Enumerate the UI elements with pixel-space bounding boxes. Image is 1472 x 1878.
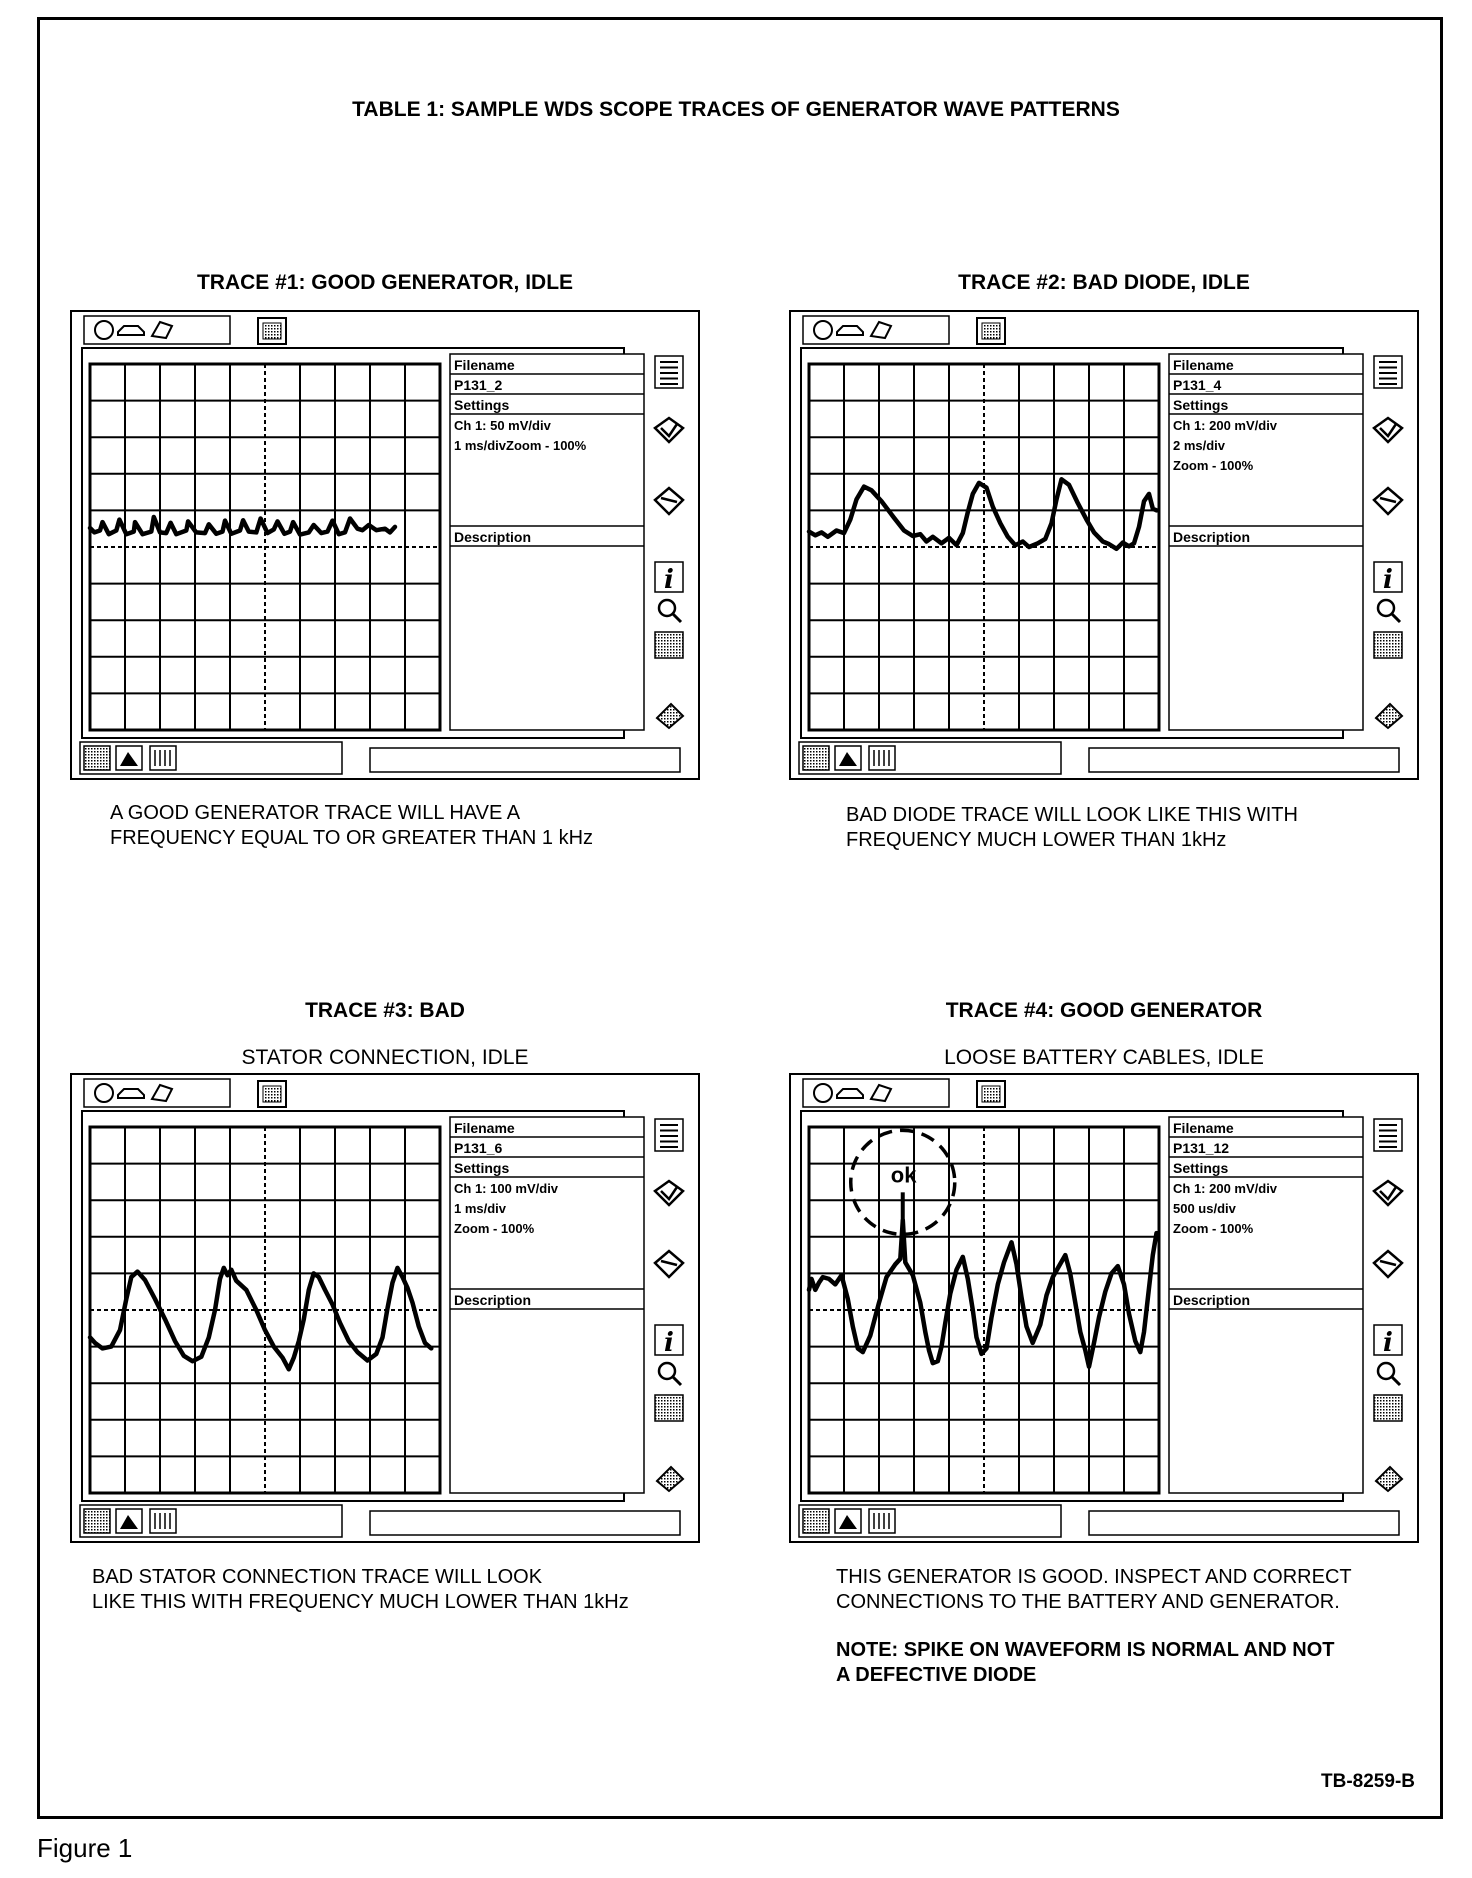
scope-svg: [70, 1073, 700, 1543]
filename-value: P131_2: [454, 377, 503, 393]
tab-meter-icon[interactable]: [869, 1509, 895, 1533]
settings-label: Settings: [454, 397, 510, 413]
description-label: Description: [454, 529, 532, 545]
car-icon[interactable]: [837, 1089, 863, 1098]
vehicle-icon[interactable]: [814, 1084, 832, 1102]
settings-value: 1 ms/div: [454, 1201, 507, 1216]
filename-label: Filename: [454, 1120, 515, 1136]
description-label: Description: [454, 1292, 532, 1308]
graticule: [809, 364, 1159, 730]
vehicle-icon[interactable]: [814, 321, 832, 339]
list-icon[interactable]: [1374, 1119, 1402, 1151]
list-icon[interactable]: [1374, 356, 1402, 388]
car-icon[interactable]: [118, 326, 144, 335]
spike-annotation-label: ok: [890, 1162, 917, 1188]
status-field[interactable]: [1089, 1511, 1399, 1535]
scope-svg: [789, 310, 1419, 780]
settings-value: Ch 1: 100 mV/div: [454, 1181, 559, 1196]
description-label: Description: [1173, 529, 1251, 545]
panel-1-caption: A GOOD GENERATOR TRACE WILL HAVE A FREQUENCY EQUAL TO OR GREATER THAN 1 kHz: [110, 802, 594, 849]
scope-svg: [789, 1073, 1419, 1543]
panel-2-caption: BAD DIODE TRACE WILL LOOK LIKE THIS WITH FREQUENCY MUCH LOWER THAN 1kHz: [846, 804, 1298, 851]
tab-scope-icon[interactable]: [803, 746, 829, 770]
panel-3-subtitle: STATOR CONNECTION, IDLE: [241, 1046, 529, 1069]
scope-mode-glyph: [982, 323, 1000, 339]
tab-scope-icon[interactable]: [84, 1509, 110, 1533]
figure-label: Figure 1: [37, 1833, 133, 1863]
zoom-icon[interactable]: [659, 1363, 675, 1379]
panel-3-title: TRACE #3: BAD: [305, 999, 465, 1022]
tab-scope-icon[interactable]: [803, 1509, 829, 1533]
edit-icon[interactable]: [1374, 1395, 1402, 1421]
panel-3-caption: BAD STATOR CONNECTION TRACE WILL LOOK LIKE THIS WITH FREQUENCY MUCH LOWER THAN 1kHz: [92, 1566, 629, 1613]
info-icon-glyph: i: [664, 565, 674, 595]
settings-label: Settings: [1173, 1160, 1229, 1176]
table-title: TABLE 1: SAMPLE WDS SCOPE TRACES OF GENERATOR WAVE PATTERNS: [352, 98, 1120, 121]
scope-svg: [70, 310, 700, 780]
tab-meter-icon[interactable]: [150, 1509, 176, 1533]
filename-value: P131_4: [1173, 377, 1222, 393]
description-label: Description: [1173, 1292, 1251, 1308]
document-reference: TB-8259-B: [1321, 1771, 1415, 1792]
zoom-icon[interactable]: [1378, 1363, 1394, 1379]
status-field[interactable]: [370, 1511, 680, 1535]
settings-value: Ch 1: 200 mV/div: [1173, 1181, 1278, 1196]
graticule: [90, 364, 440, 730]
panel-1-title: TRACE #1: GOOD GENERATOR, IDLE: [196, 271, 574, 294]
settings-value: Zoom - 100%: [1173, 1221, 1254, 1236]
settings-label: Settings: [1173, 397, 1229, 413]
info-icon-glyph: i: [1383, 1328, 1393, 1358]
car-icon[interactable]: [118, 1089, 144, 1098]
scope-window-trace-4: [789, 1073, 1419, 1543]
settings-value: 1 ms/divZoom - 100%: [454, 438, 587, 453]
scope-window-trace-2: [789, 310, 1419, 780]
scope-mode-glyph: [982, 1086, 1000, 1102]
settings-value: 500 us/div: [1173, 1201, 1236, 1216]
filename-label: Filename: [1173, 1120, 1234, 1136]
scope-window-trace-3: [70, 1073, 700, 1543]
tab-meter-icon[interactable]: [150, 746, 176, 770]
tab-scope-icon[interactable]: [84, 746, 110, 770]
car-icon[interactable]: [837, 326, 863, 335]
list-icon[interactable]: [655, 1119, 683, 1151]
vehicle-icon[interactable]: [95, 321, 113, 339]
status-field[interactable]: [1089, 748, 1399, 772]
list-icon[interactable]: [655, 356, 683, 388]
scope-mode-glyph: [263, 1086, 281, 1102]
zoom-icon[interactable]: [659, 600, 675, 616]
info-panel: [450, 1117, 644, 1493]
zoom-icon[interactable]: [1378, 600, 1394, 616]
info-icon-glyph: i: [1383, 565, 1393, 595]
scope-mode-glyph: [263, 323, 281, 339]
panel-4-caption: THIS GENERATOR IS GOOD. INSPECT AND CORRECT CONNECTIONS TO THE BATTERY AND GENERATOR.: [836, 1566, 1352, 1613]
edit-icon[interactable]: [655, 1395, 683, 1421]
graticule: [809, 1127, 1159, 1493]
panel-4-title: TRACE #4: GOOD GENERATOR: [945, 999, 1263, 1022]
settings-value: Ch 1: 200 mV/div: [1173, 418, 1278, 433]
info-icon-glyph: i: [664, 1328, 674, 1358]
settings-value: Zoom - 100%: [1173, 458, 1254, 473]
info-panel: [1169, 1117, 1363, 1493]
tab-meter-icon[interactable]: [869, 746, 895, 770]
filename-label: Filename: [1173, 357, 1234, 373]
panel-4-note: NOTE: SPIKE ON WAVEFORM IS NORMAL AND NOT A DEFECTIVE DIODE: [836, 1639, 1335, 1686]
info-panel: [450, 354, 644, 730]
settings-value: Zoom - 100%: [454, 1221, 535, 1236]
edit-icon[interactable]: [655, 632, 683, 658]
panel-2-title: TRACE #2: BAD DIODE, IDLE: [958, 271, 1250, 294]
panel-4-subtitle: LOOSE BATTERY CABLES, IDLE: [944, 1046, 1264, 1069]
settings-label: Settings: [454, 1160, 510, 1176]
settings-value: 2 ms/div: [1173, 438, 1226, 453]
filename-value: P131_6: [454, 1140, 503, 1156]
vehicle-icon[interactable]: [95, 1084, 113, 1102]
scope-window-trace-1: [70, 310, 700, 780]
filename-label: Filename: [454, 357, 515, 373]
settings-value: Ch 1: 50 mV/div: [454, 418, 551, 433]
info-panel: [1169, 354, 1363, 730]
edit-icon[interactable]: [1374, 632, 1402, 658]
filename-value: P131_12: [1173, 1140, 1230, 1156]
status-field[interactable]: [370, 748, 680, 772]
